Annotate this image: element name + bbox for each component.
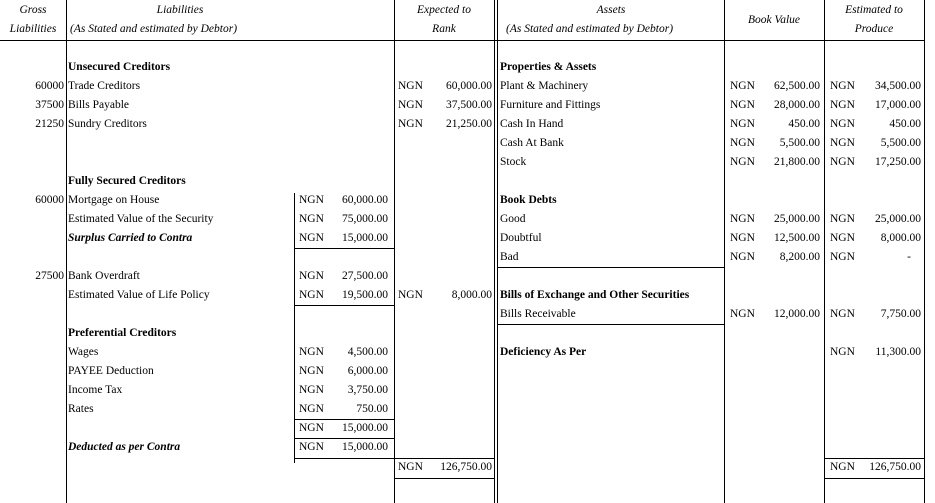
est-doubtful: 8,000.00	[880, 232, 921, 244]
label-cash-bank: Cash At Bank	[500, 137, 564, 149]
est-cash-bank: 5,500.00	[880, 137, 921, 149]
header-assets-line1: Assets	[596, 4, 626, 16]
label-furniture: Furniture and Fittings	[500, 99, 601, 111]
rank-cur-sundry: NGN	[398, 118, 423, 130]
label-bills-payable: Bills Payable	[68, 99, 130, 111]
rank-cur-trade: NGN	[398, 80, 423, 92]
rank-cur-life-policy: NGN	[398, 289, 423, 301]
amt-overdraft: 27,500.00	[342, 270, 388, 282]
amt-deducted: 15,000.00	[342, 441, 388, 453]
book-cur-doubtful: NGN	[730, 232, 755, 244]
header-expected-line1: Expected to	[417, 4, 471, 16]
amt-income-tax: 3,750.00	[347, 384, 388, 396]
label-income-tax: Income Tax	[68, 384, 123, 396]
book-bad: 8,200.00	[779, 251, 820, 263]
label-deducted: Deducted as per Contra	[68, 441, 181, 453]
col-divider-middle-a	[494, 0, 495, 503]
deficiency-label: Deficiency As Per	[500, 346, 587, 358]
amt-cur-overdraft: NGN	[299, 270, 324, 282]
est-total-bottom-rule	[824, 478, 924, 479]
est-cur-doubtful: NGN	[830, 232, 855, 244]
rank-cur-total: NGN	[398, 461, 423, 473]
header-liabilities-line1: Liabilities	[156, 4, 204, 16]
rank-bills-payable: 37,500.00	[446, 99, 492, 111]
label-stock: Stock	[500, 156, 527, 168]
header-estimated	[824, 0, 924, 40]
book-stock: 21,800.00	[774, 156, 820, 168]
amt-life-policy: 19,500.00	[342, 289, 388, 301]
label-good: Good	[500, 213, 526, 225]
header-gross	[0, 0, 66, 40]
est-plant: 34,500.00	[875, 80, 921, 92]
amt-cur-surplus: NGN	[299, 232, 324, 244]
gross-mortgage: 60000	[35, 194, 64, 206]
gross-sundry: 21250	[35, 118, 64, 130]
label-payee: PAYEE Deduction	[68, 365, 154, 377]
book-debts-title: Book Debts	[500, 194, 557, 206]
gross-trade: 60000	[35, 80, 64, 92]
label-mortgage: Mortgage on House	[68, 194, 160, 206]
book-cur-cash-hand: NGN	[730, 118, 755, 130]
amt-wages: 4,500.00	[347, 346, 388, 358]
col-divider-right	[924, 0, 925, 503]
amt-rates: 750.00	[356, 403, 388, 415]
bills-rule	[498, 324, 724, 325]
book-plant: 62,500.00	[774, 80, 820, 92]
amt-cur-mortgage: NGN	[299, 194, 324, 206]
col-divider-amount	[294, 193, 295, 463]
rank-total-bottom-rule	[394, 478, 495, 479]
label-rates: Rates	[68, 403, 94, 415]
est-stock: 17,250.00	[875, 156, 921, 168]
label-cash-hand: Cash In Hand	[500, 118, 564, 130]
col-divider-middle-b	[497, 0, 498, 503]
est-cur-cash-bank: NGN	[830, 137, 855, 149]
secured-amount-rule	[294, 248, 394, 249]
label-life-policy: Estimated Value of Life Policy	[68, 289, 210, 301]
col-divider-est	[824, 0, 825, 503]
est-cur-bad: NGN	[830, 251, 855, 263]
header-expected-line2: Rank	[432, 23, 456, 35]
est-cash-hand: 450.00	[889, 118, 921, 130]
est-furniture: 17,000.00	[875, 99, 921, 111]
col-divider-gross	[66, 0, 67, 503]
est-cur-deficiency: NGN	[830, 346, 855, 358]
rank-life-policy: 8,000.00	[451, 289, 492, 301]
est-total: 126,750.00	[869, 461, 921, 473]
unsecured-title: Unsecured Creditors	[68, 61, 171, 73]
label-bills-receivable: Bills Receivable	[500, 308, 576, 320]
est-cur-plant: NGN	[830, 80, 855, 92]
overdraft-amount-rule	[294, 305, 394, 306]
rank-sundry: 21,250.00	[446, 118, 492, 130]
book-cash-bank: 5,500.00	[779, 137, 820, 149]
amt-cur-life-policy: NGN	[299, 289, 324, 301]
amt-payee: 6,000.00	[347, 365, 388, 377]
book-cur-good: NGN	[730, 213, 755, 225]
est-cur-cash-hand: NGN	[830, 118, 855, 130]
label-wages: Wages	[68, 346, 99, 358]
amt-cur-wages: NGN	[299, 346, 324, 358]
properties-title: Properties & Assets	[500, 61, 597, 73]
book-cur-furniture: NGN	[730, 99, 755, 111]
header-estimated-line1: Estimated to	[845, 4, 903, 16]
est-deficiency: 11,300.00	[875, 346, 921, 358]
header-gross-line1: Gross	[19, 4, 47, 16]
est-good: 25,000.00	[875, 213, 921, 225]
amt-cur-income-tax: NGN	[299, 384, 324, 396]
amt-security-value: 75,000.00	[342, 213, 388, 225]
book-cur-stock: NGN	[730, 156, 755, 168]
amt-cur-pref-total: NGN	[299, 422, 324, 434]
gross-overdraft: 27500	[35, 270, 64, 282]
book-good: 25,000.00	[774, 213, 820, 225]
est-bills-receivable: 7,750.00	[880, 308, 921, 320]
book-bills-receivable: 12,000.00	[774, 308, 820, 320]
est-cur-stock: NGN	[830, 156, 855, 168]
label-bank-overdraft: Bank Overdraft	[68, 270, 140, 282]
amt-preferential-total: 15,000.00	[342, 422, 388, 434]
book-cur-bad: NGN	[730, 251, 755, 263]
header-liabilities	[66, 0, 294, 40]
amt-cur-security: NGN	[299, 213, 324, 225]
label-sundry-creditors: Sundry Creditors	[68, 118, 147, 130]
est-cur-furniture: NGN	[830, 99, 855, 111]
book-doubtful: 12,500.00	[774, 232, 820, 244]
book-debts-rule	[498, 267, 724, 268]
amt-cur-payee: NGN	[299, 365, 324, 377]
label-plant: Plant & Machinery	[500, 80, 589, 92]
col-divider-rank	[394, 0, 395, 503]
gross-bills-payable: 37500	[35, 99, 64, 111]
book-cash-hand: 450.00	[788, 118, 820, 130]
amt-cur-rates: NGN	[299, 403, 324, 415]
header-assets	[498, 0, 724, 40]
est-bad: -	[907, 251, 911, 263]
label-trade-creditors: Trade Creditors	[68, 80, 141, 92]
header-bottom-rule	[0, 40, 924, 41]
fully-secured-title: Fully Secured Creditors	[68, 175, 186, 187]
col-divider-book	[724, 0, 725, 503]
rank-total: 126,750.00	[440, 461, 492, 473]
header-gross-line2: Liabilities	[9, 23, 57, 35]
rank-cur-bills: NGN	[398, 99, 423, 111]
label-bad: Bad	[500, 251, 519, 263]
est-cur-good: NGN	[830, 213, 855, 225]
header-estimated-line2: Produce	[854, 23, 894, 35]
label-doubtful: Doubtful	[500, 232, 542, 244]
header-expected-rank	[394, 0, 494, 40]
book-cur-plant: NGN	[730, 80, 755, 92]
amt-surplus: 15,000.00	[342, 232, 388, 244]
header-book-value	[724, 0, 824, 40]
rank-trade: 60,000.00	[446, 80, 492, 92]
est-cur-total: NGN	[830, 461, 855, 473]
book-cur-bills-receivable: NGN	[730, 308, 755, 320]
header-assets-line2: (As Stated and estimated by Debtor)	[506, 23, 674, 35]
header-book-value-text: Book Value	[747, 14, 801, 26]
est-cur-bills-receivable: NGN	[830, 308, 855, 320]
label-security-value: Estimated Value of the Security	[68, 213, 214, 225]
header-liabilities-line2: (As Stated and estimated by Debtor)	[70, 23, 238, 35]
preferential-title: Preferential Creditors	[68, 327, 177, 339]
amt-cur-deducted: NGN	[299, 441, 324, 453]
book-furniture: 28,000.00	[774, 99, 820, 111]
bills-title: Bills of Exchange and Other Securities	[500, 289, 690, 301]
label-surplus: Surplus Carried to Contra	[68, 232, 193, 244]
book-cur-cash-bank: NGN	[730, 137, 755, 149]
deducted-rule	[294, 458, 394, 459]
amt-mortgage: 60,000.00	[342, 194, 388, 206]
